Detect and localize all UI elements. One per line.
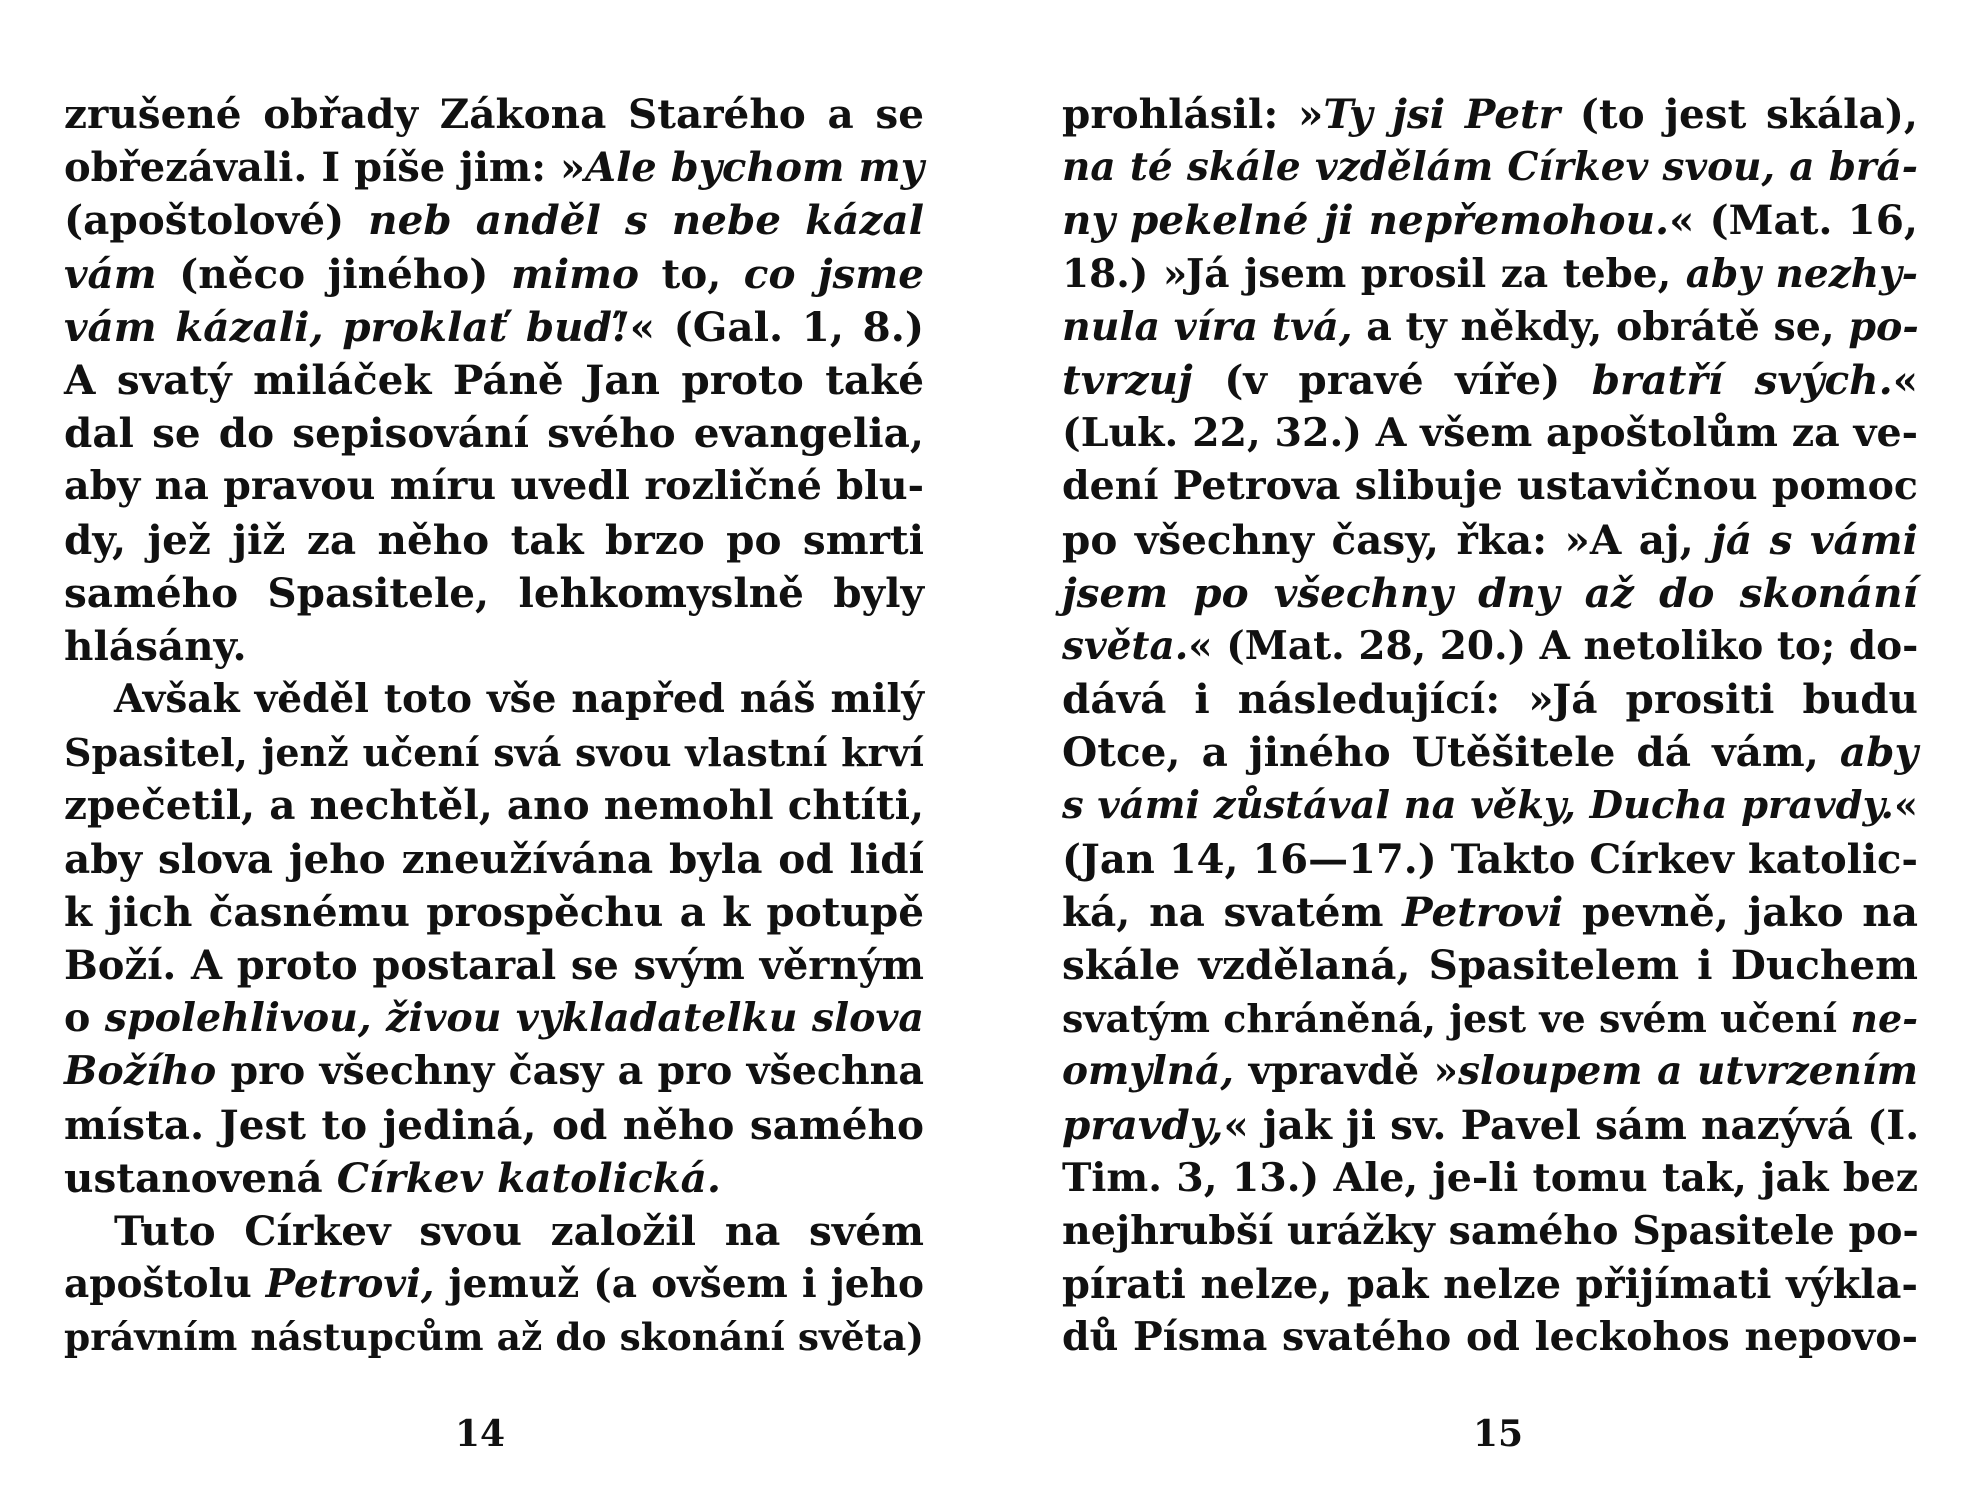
text-segment: « (Mat. 28, 20.) A netoliko to; do- bbox=[1188, 622, 1919, 669]
italic-text-segment: Církev katolická. bbox=[336, 1153, 722, 1202]
text-segment: zpečetil, a nechtěl, ano nemohl chtíti, bbox=[64, 781, 925, 830]
italic-text-segment: aby nezhy- bbox=[1685, 250, 1918, 297]
text-line bbox=[64, 567, 924, 620]
text-line bbox=[1062, 141, 1918, 194]
text-line bbox=[1062, 1152, 1918, 1205]
text-line bbox=[1062, 567, 1918, 620]
text-segment: Otce, a jiného Utěšitele dá vám, bbox=[1062, 728, 1840, 777]
text-segment: « bbox=[1893, 783, 1918, 829]
text-line bbox=[1062, 779, 1918, 832]
text-line bbox=[1062, 301, 1918, 354]
text-segment: aby na pravou míru uvedl rozličné blu- bbox=[64, 463, 924, 510]
text-segment: apoštolu bbox=[64, 1261, 266, 1308]
text-segment: dení Petrova slibuje ustavičnou pomoc bbox=[1062, 463, 1918, 510]
italic-text-segment: na té skále vzdělám Církev svou, a brá- bbox=[1062, 144, 1918, 191]
text-line bbox=[64, 407, 924, 460]
text-segment: hlásány. bbox=[64, 621, 247, 670]
italic-text-segment: Božího bbox=[64, 1048, 217, 1095]
text-segment: aby slova jeho zneužívána byla od lidí bbox=[64, 834, 924, 883]
text-segment: nejhrubší urážky samého Spasitele po- bbox=[1062, 1207, 1919, 1254]
text-segment: místa. Jest to jediná, od něho samého bbox=[64, 1100, 924, 1149]
italic-text-segment: já s vámi bbox=[1711, 515, 1918, 564]
text-line bbox=[1062, 1258, 1918, 1311]
text-line bbox=[1062, 194, 1918, 247]
text-line bbox=[1062, 514, 1918, 567]
text-segment: « jak ji sv. Pavel sám nazývá (I. bbox=[1223, 1100, 1920, 1149]
italic-text-segment: vám bbox=[64, 249, 157, 298]
text-line bbox=[1062, 248, 1918, 301]
text-segment: k jich časnému prospěchu a k potupě bbox=[64, 887, 924, 936]
text-segment: pevně, jako na bbox=[1563, 887, 1918, 936]
text-line bbox=[1062, 407, 1918, 460]
text-segment: jemuž (a ovšem i jeho bbox=[434, 1261, 924, 1308]
text-segment: « bbox=[1892, 355, 1918, 404]
text-segment: prohlásil: » bbox=[1062, 90, 1324, 138]
italic-text-segment: mimo bbox=[510, 249, 640, 298]
text-segment: po všechny časy, řka: »A aj, bbox=[1062, 515, 1712, 564]
page-number-right: 15 bbox=[1472, 1413, 1524, 1455]
text-line bbox=[64, 673, 924, 726]
text-line bbox=[64, 726, 924, 779]
text-line bbox=[64, 1045, 924, 1098]
text-segment: Tim. 3, 13.) Ale, je-li tomu tak, jak bez bbox=[1062, 1154, 1918, 1201]
italic-text-segment: po- bbox=[1848, 303, 1919, 350]
italic-text-segment: aby bbox=[1839, 728, 1918, 777]
text-segment: právním nástupcům až do skonání světa) bbox=[64, 1315, 924, 1360]
text-segment: « (Gal. 1, 8.) bbox=[629, 302, 924, 351]
italic-text-segment: co jsme bbox=[743, 249, 924, 298]
text-line bbox=[64, 1152, 924, 1205]
text-segment: dů Písma svatého od leckohos nepovo- bbox=[1062, 1314, 1918, 1361]
text-segment: dy, jež již za něho tak brzo po smrti bbox=[64, 515, 924, 564]
text-line bbox=[64, 1099, 924, 1152]
text-segment: ká, na svatém bbox=[1062, 887, 1403, 936]
text-segment: (Jan 14, 16—17.) Takto Církev katolic- bbox=[1062, 835, 1918, 883]
text-segment: a ty někdy, obrátě se, bbox=[1352, 303, 1849, 350]
text-line bbox=[64, 141, 924, 194]
italic-text-segment: neb anděl s nebe kázal bbox=[368, 196, 924, 245]
text-segment: « (Mat. 16, bbox=[1669, 196, 1918, 245]
text-line bbox=[1062, 354, 1918, 407]
italic-text-segment: pravdy, bbox=[1062, 1100, 1224, 1149]
text-line bbox=[64, 514, 924, 567]
italic-text-segment: Petrovi bbox=[1402, 887, 1564, 936]
text-segment: obřezávali. I píše jim: » bbox=[64, 144, 586, 192]
italic-text-segment: ne- bbox=[1850, 996, 1918, 1042]
text-segment: dává i následující: »Já prositi budu bbox=[1062, 675, 1918, 724]
text-line bbox=[64, 194, 924, 247]
text-line bbox=[1062, 833, 1918, 886]
text-segment: o bbox=[64, 995, 105, 1042]
italic-text-segment: spolehlivou, živou vykladatelku slova bbox=[104, 995, 924, 1042]
text-line bbox=[1062, 939, 1918, 992]
text-line bbox=[64, 354, 924, 407]
text-line bbox=[64, 1258, 924, 1311]
text-line bbox=[64, 460, 924, 513]
text-segment: (něco jiného) bbox=[156, 249, 511, 298]
italic-text-segment: Ale bychom my bbox=[585, 144, 924, 192]
text-line bbox=[64, 620, 924, 673]
text-segment: dal se do sepisování svého evangelia, bbox=[64, 409, 924, 458]
text-line bbox=[64, 833, 924, 886]
italic-text-segment: omylná, bbox=[1062, 1048, 1234, 1095]
text-segment: skále vzdělaná, Spasitelem i Duchem bbox=[1062, 941, 1918, 989]
text-line bbox=[1062, 1311, 1918, 1364]
text-line bbox=[1062, 1205, 1918, 1258]
text-line bbox=[64, 248, 924, 301]
text-line bbox=[1062, 88, 1918, 141]
italic-text-segment: bratří svých. bbox=[1591, 355, 1893, 404]
text-line bbox=[64, 779, 924, 832]
text-line bbox=[64, 88, 924, 141]
italic-text-segment: Ty jsi Petr bbox=[1323, 90, 1561, 138]
right-page-text bbox=[1062, 88, 1918, 1365]
text-line bbox=[1062, 992, 1918, 1045]
italic-text-segment: světa. bbox=[1062, 622, 1189, 669]
italic-text-segment: s vámi zůstával na věky, Ducha pravdy. bbox=[1062, 783, 1894, 829]
text-line bbox=[1062, 886, 1918, 939]
text-segment: Spasitel, jenž učení svá svou vlastní krví bbox=[64, 730, 924, 776]
text-line bbox=[1062, 673, 1918, 726]
text-segment: Avšak věděl toto vše napřed náš milý bbox=[114, 676, 924, 723]
text-line bbox=[64, 301, 924, 354]
text-line bbox=[64, 1205, 924, 1258]
text-line bbox=[64, 939, 924, 992]
italic-text-segment: Petrovi, bbox=[265, 1261, 435, 1308]
text-segment: (Luk. 22, 32.) A všem apoštolům za ve- bbox=[1062, 410, 1918, 457]
text-segment: to, bbox=[639, 249, 744, 298]
text-segment: 18.) »Já jsem prosil za tebe, bbox=[1062, 250, 1686, 297]
italic-text-segment: ny pekelné ji nepřemohou. bbox=[1062, 196, 1670, 245]
italic-text-segment: sloupem a utvrzením bbox=[1458, 1048, 1918, 1095]
text-segment: (apoštolové) bbox=[64, 196, 369, 245]
text-line bbox=[1062, 1099, 1918, 1152]
italic-text-segment: jsem po všechny dny až do skonání bbox=[1062, 568, 1918, 617]
text-segment: pro všechny časy a pro všechna bbox=[216, 1048, 924, 1095]
text-segment: (v pravé víře) bbox=[1192, 355, 1592, 404]
text-segment: ustanovená bbox=[64, 1153, 337, 1202]
text-line bbox=[64, 992, 924, 1045]
left-page-text bbox=[64, 88, 924, 1365]
text-line bbox=[1062, 1045, 1918, 1098]
italic-text-segment: nula víra tvá, bbox=[1062, 303, 1353, 350]
text-segment: svatým chráněná, jest ve svém učení bbox=[1062, 996, 1851, 1042]
right-page bbox=[986, 0, 1972, 1500]
text-segment: Boží. A proto postaral se svým věrným bbox=[64, 942, 924, 989]
text-line bbox=[1062, 620, 1918, 673]
text-segment: pírati nelze, pak nelze přijímati výkla- bbox=[1062, 1261, 1918, 1309]
text-segment: (to jest skála), bbox=[1560, 90, 1918, 138]
text-line bbox=[64, 886, 924, 939]
text-segment: vpravdě » bbox=[1233, 1048, 1459, 1095]
text-segment: Tuto Církev svou založil na svém bbox=[114, 1206, 924, 1255]
text-line bbox=[1062, 726, 1918, 779]
text-segment: A svatý miláček Páně Jan proto také bbox=[64, 355, 924, 404]
italic-text-segment: vám kázali, proklať buď! bbox=[64, 302, 630, 351]
text-segment: samého Spasitele, lehkomyslně byly bbox=[64, 568, 924, 617]
text-line bbox=[1062, 460, 1918, 513]
text-segment: zrušené obřady Zákona Starého a se bbox=[64, 90, 924, 138]
italic-text-segment: tvrzuj bbox=[1062, 355, 1193, 404]
text-line bbox=[64, 1311, 924, 1364]
page-number-left: 14 bbox=[454, 1413, 506, 1455]
